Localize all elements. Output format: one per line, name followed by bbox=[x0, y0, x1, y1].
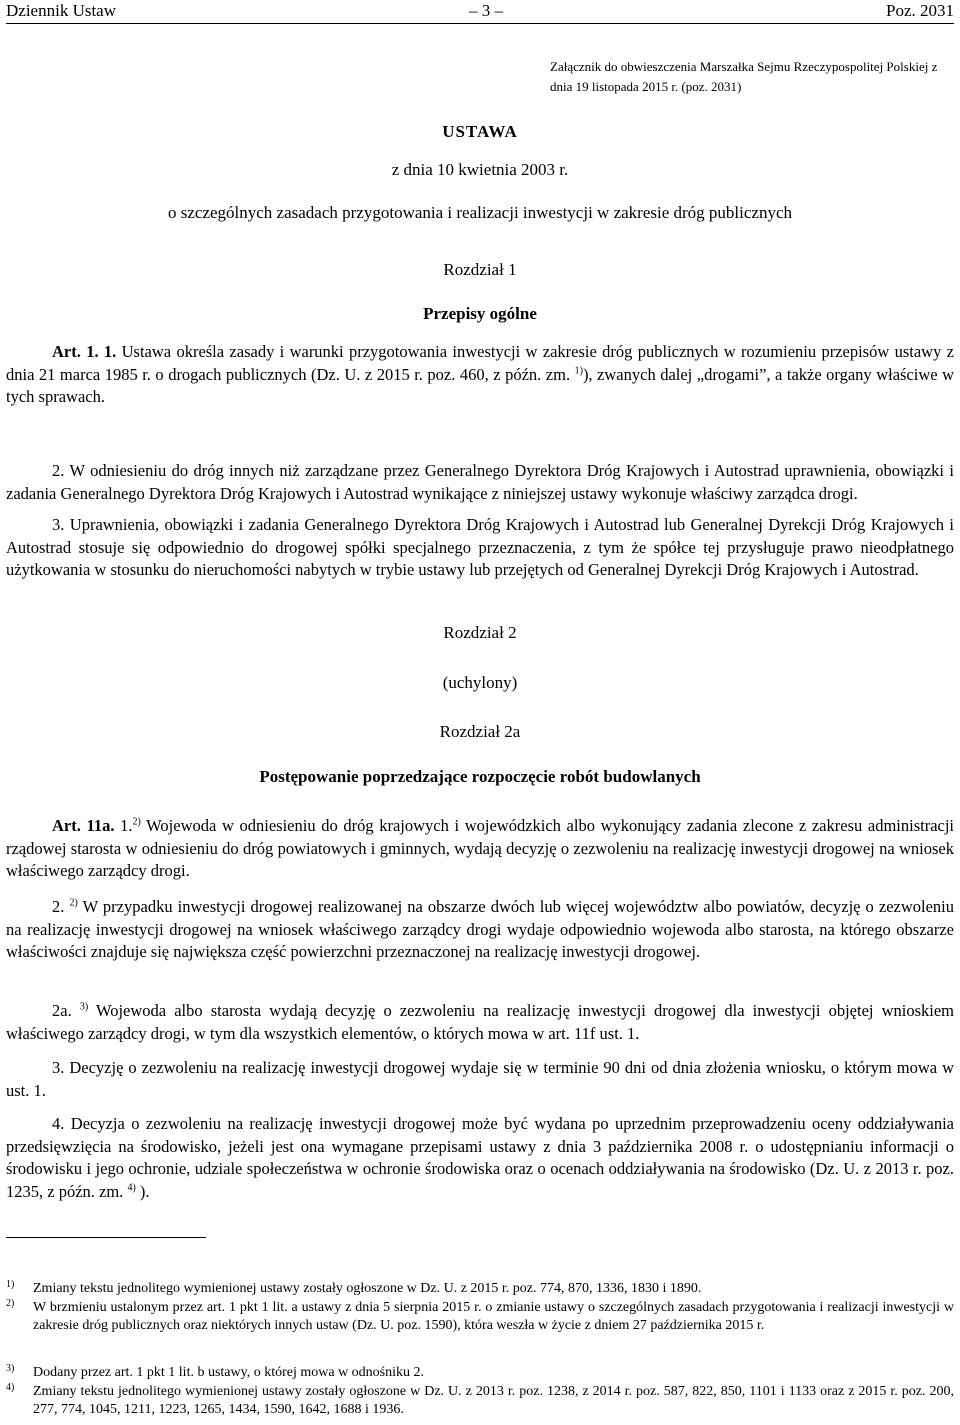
footnote-number: 2) bbox=[6, 1298, 15, 1309]
page-number: – 3 – bbox=[469, 1, 503, 20]
footnote-number: 4) bbox=[6, 1382, 15, 1393]
footnote-ref-4: 4) bbox=[127, 1182, 136, 1193]
chapter-2-name: (uchylony) bbox=[442, 673, 518, 692]
act-title: USTAWA bbox=[442, 122, 518, 141]
header-rule bbox=[6, 23, 954, 24]
act-subject: o szczególnych zasadach przygotowania i realizacji inwestycji w zakresie dróg publicznych bbox=[167, 203, 792, 222]
chapter-2a-label: Rozdział 2a bbox=[439, 722, 521, 741]
journal-name: Dziennik Ustaw bbox=[6, 1, 117, 20]
position-number: Poz. 2031 bbox=[886, 1, 954, 20]
footnote-ref-1: 1) bbox=[574, 365, 583, 376]
footnote-number: 1) bbox=[6, 1279, 15, 1290]
footnote-number: 3) bbox=[6, 1363, 15, 1374]
footnote-text: Zmiany tekstu jednolitego wymienionej ustawy zostały ogłoszone w Dz. U. z 2013 r. poz. 1238, z 2014 r. poz. 587, 822, 850, 1101 i 1133 oraz z 2015 r. poz. 200, 277, 774, 1045, 1211, 1223, 1265, 1434, 1590, 1642, 1688 i 1936. bbox=[33, 1384, 954, 1417]
footnote-text: Dodany przez art. 1 pkt 1 lit. b ustawy, o której mowa w odnośniku 2. bbox=[33, 1365, 425, 1380]
footnote-text: W brzmieniu ustalonym przez art. 1 pkt 1 lit. a ustawy z dnia 5 sierpnia 2015 r. o zmianie ustawy o szczególnych zasadach przygotowania i realizacji inwestycji w zakresie dróg publicznych oraz niektórych innych ustaw (Dz. U. poz. 1590), która weszła w życie z dniem 27 października 2015 r. bbox=[33, 1300, 954, 1333]
footnote-rule bbox=[6, 1237, 206, 1238]
art-11a-para-4: 4. Decyzja o zezwoleniu na realizację inwestycji drogowej może być wydana po uprzednim przeprowadzeniu oceny oddziaływania przedsięwzięcia na środowisko, jeżeli jest ona wymagane przepisami ustawy z dnia 3 października 2008 r. o udostępnianiu informacji o środowisku i jego ochronie, udziale społeczeństwa w ochronie środowiska oraz o ocenach oddziaływania na środowisko (Dz. U. z 2013 r. poz. 1235, z późn. zm. $^{4)}$ ). bbox=[6, 1114, 954, 1201]
art-1-heading: Art. 1. 1. bbox=[52, 342, 117, 361]
footnote-ref-2: 2) bbox=[132, 816, 141, 828]
footnote-text: Zmiany tekstu jednolitego wymienionej ustawy zostały ogłoszone w Dz. U. z 2015 r. poz. 774, 870, 1336, 1830 i 1890. bbox=[33, 1281, 702, 1296]
art-11a-heading: Art. 11a. bbox=[52, 816, 115, 835]
art-11a-para-2a: 2a. $^{3)}$ Wojewoda albo starosta wydają decyzję o zezwoleniu na realizację inwestycji drogowej dla inwestycji objętej wnioskiem właściwego zarządcy drogi, w tym dla wszystkich elementów, o których mowa w art. 11f ust. 1. bbox=[6, 1001, 954, 1043]
chapter-2a-name: Postępowanie poprzedzające rozpoczęcie robót budowlanych bbox=[259, 767, 701, 786]
art-11a-para-1: Art. 11a. 1.$^{2)}$ Wojewoda w odniesieniu do dróg krajowych i wojewódzkich albo wykonujący zadania zlecone z zakresu administracji rządowej starosta w odniesieniu do dróg powiatowych i gminnych, wydają decyzję o zezwoleniu na realizację inwestycji drogowej na wniosek właściwego zarządcy drogi. bbox=[6, 816, 955, 880]
art-1-para-2: 2. W odniesieniu do dróg innych niż zarządzane przez Generalnego Dyrektora Dróg Krajowych i Autostrad uprawnienia, obowiązki i zadania Generalnego Dyrektora Dróg Krajowych i Autostrad wynikające z niniejszej ustawy wykonuje właściwy zarządca drogi. bbox=[6, 461, 954, 503]
art-11a-para-2: 2. $^{2)}$ W przypadku inwestycji drogowej realizowanej na obszarze dwóch lub więcej województw albo powiatów, decyzję o zezwoleniu na realizację inwestycji drogowej na wniosek właściwego zarządcy drogi wydaje odpowiednio wojewoda albo starosta, na którego obszarze właściwości znajduje się największa część powierzchni przeznaczonej na realizację inwestycji drogowej. bbox=[6, 897, 955, 961]
chapter-1-label: Rozdział 1 bbox=[443, 260, 517, 279]
footnote-ref-2b: 2) bbox=[69, 897, 78, 909]
art-1-para-3: 3. Uprawnienia, obowiązki i zadania Generalnego Dyrektora Dróg Krajowych i Autostrad lub Generalnej Dyrekcji Dróg Krajowych i Autostrad stosuje się odpowiednio do drogowej spółki specjalnego przeznaczenia, z tym że spółce tej przysługuje prawo nieodpłatnego użytkowania w stosunku do nieruchomości nabytych w trybie ustawy lub przejętych od Generalnej Dyrekcji Dróg Krajowych i Autostrad. bbox=[6, 515, 954, 579]
art-1-para-1: Art. 1. 1. Ustawa określa zasady i warunki przygotowania inwestycji w zakresie dróg publicznych w rozumieniu przepisów ustawy z dnia 21 marca 1985 r. o drogach publicznych (Dz. U. z 2015 r. poz. 460, z późn. zm. $^{1)}$), zwanych dalej „drogami”, a także organy właściwe w tych sprawach. bbox=[6, 342, 955, 406]
annex-note: Załącznik do obwieszczenia Marszałka Sejmu Rzeczypospolitej Polskiej z dnia 19 listopada 2015 r. (poz. 2031) bbox=[550, 59, 938, 94]
chapter-1-name: Przepisy ogólne bbox=[423, 304, 537, 323]
art-11a-para-3: 3. Decyzję o zezwoleniu na realizację inwestycji drogowej wydaje się w terminie 90 dni od dnia złożenia wniosku, o którym mowa w ust. 1. bbox=[6, 1058, 954, 1100]
chapter-2-label: Rozdział 2 bbox=[443, 623, 517, 642]
act-date: z dnia 10 kwietnia 2003 r. bbox=[391, 160, 569, 179]
footnote-ref-3: 3) bbox=[79, 1001, 89, 1013]
